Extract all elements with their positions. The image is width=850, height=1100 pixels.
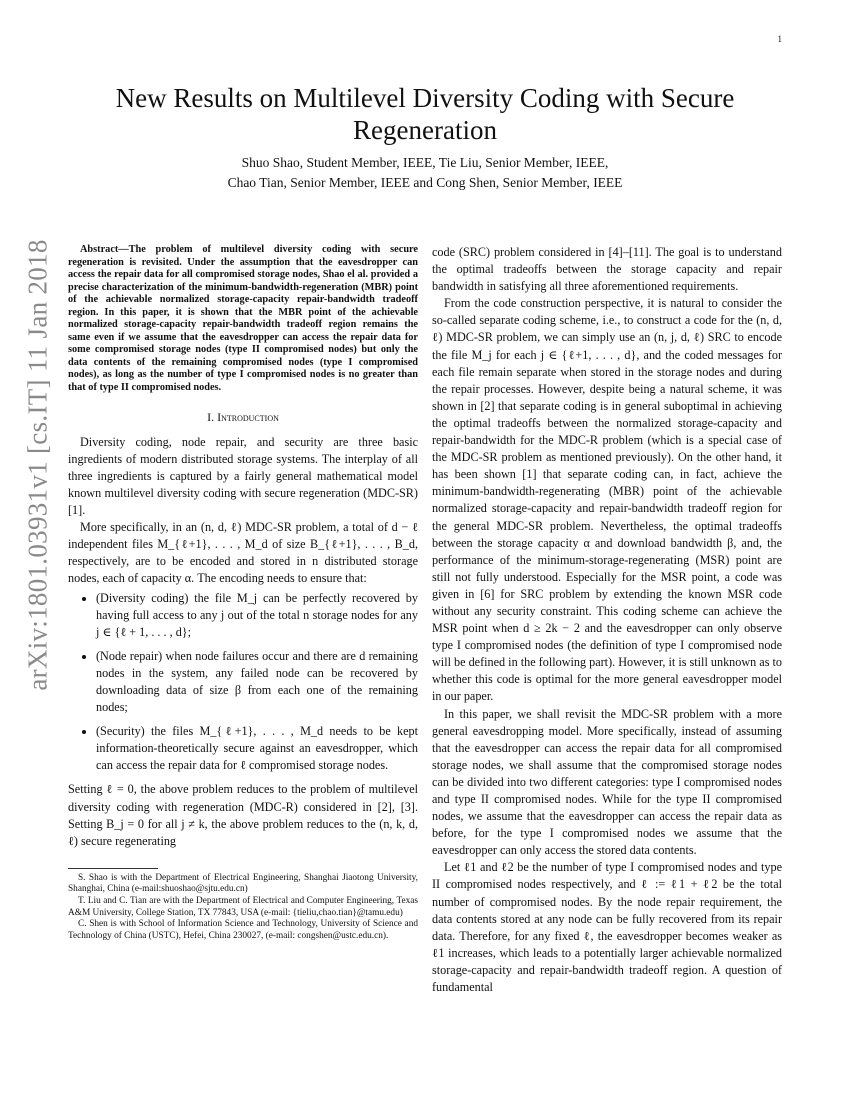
paper-title: New Results on Multilevel Diversity Coding with Secure Regeneration: [115, 83, 735, 145]
section-heading-introduction: I. Introduction: [207, 409, 279, 424]
footnote: S. Shao is with the Department of Electrical Engineering, Shanghai Jiaotong University, Shanghai, China (e-mail:shuoshao@sjtu.edu.cn): [68, 872, 418, 895]
paragraph: Diversity coding, node repair, and security are three basic ingredients of modern distributed storage systems. The interplay of all three ingredients is captured by a fairly general mathematical model known multilevel diversity coding with secure regeneration (MDC-SR) [1].: [68, 434, 418, 518]
list-item: • (Security) the files M_{ℓ+1}, . . . , M_d needs to be kept information-theoretically secure against an eavesdropper, which can access the repair data for ℓ compromised storage nodes.: [96, 723, 418, 774]
right-column: [432, 244, 782, 996]
footnote-rule: [68, 868, 158, 869]
paragraph: code (SRC) problem considered in [4]–[11]. The goal is to understand the optimal tradeoffs between the storage capacity and repair bandwidth in satisfying all three aforementioned requirements.: [432, 245, 782, 294]
footnote: T. Liu and C. Tian are with the Department of Electrical and Computer Engineering, Texas A&M University, College Station, TX 77843, USA (e-mail: {tieliu,chao.tian}@tamu.edu): [68, 896, 418, 918]
abstract: Abstract—The problem of multilevel diversity coding with secure regeneration is revisited. Under the assumption that the eavesdropper can access the repair data for all compromised storage nodes, Shao el al. provided a precise characterization of the minimum-bandwidth-regeneration (MBR) point of the achievable normalized storage-capacity repair-bandwidth tradeoff region. In this paper, it is shown that the MBR point of the achievable normalized storage-capacity repair-bandwidth tradeoff region remains the same even if we assume that the eavesdropper can access the repair data for some compromised storage nodes (type II compromised nodes) but only the data contents of the remaining compromised nodes (type I compromised nodes), as long as the number of type I compromised nodes is no greater than that of type II compromised nodes.: [68, 244, 418, 394]
footnote: C. Shen is with School of Information Science and Technology, University of Science and Technology of China (USTC), Hefei, China 230027, (e-mail: congshen@ustc.edu.cn).: [68, 919, 418, 941]
authors-line-1: Shuo Shao, Student Member, IEEE, Tie Liu, Senior Member, IEEE,: [241, 155, 609, 170]
list-item: • (Node repair) when node failures occur and there are d remaining nodes in the system, any failed node can be recovered by downloading data of size β from each one of the remaining nodes;: [96, 648, 418, 716]
authors-line-2: Chao Tian, Senior Member, IEEE and Cong Shen, Senior Member, IEEE: [227, 175, 623, 190]
paragraph: From the code construction perspective, it is natural to consider the so-called separate coding scheme, i.e., to construct a code for the (n, d, ℓ) MDC-SR problem, we can simply use an (n, j, d, ℓ) SRC to encode the file M_j for each j ∈ {ℓ+1, . . . , d}, and the coded messages for each file remain separate when stored in the storage nodes and during the repair processes. However, despite being a natural scheme, it was shown in [2] that separate coding is in general suboptimal in achieving the optimal tradeoffs between the normalized storage-capacity and repair-bandwidth for the MDC-R problem (which is a special case of the MDC-SR problem as mentioned previously). On the other hand, it has been shown [1] that separate coding can, in fact, achieve the minimum-bandwidth-regenerating (MBR) point of the achievable normalized storage-capacity and repair-bandwidth tradeoff region for the general MDC-SR problem. Nevertheless, the optimal tradeoffs between the storage capacity α and download bandwidth β, and, the performance of the minimum-storage-regenerating (MSR) point are still not fully understood. Especially for the MSR point, a code was given in [6] for SRC problem by extending the known MSR code without any security constraint. This coding scheme can achieve the MSR point when d ≥ 2k − 2 and the eavesdropper can only observe type I compromised nodes (the definition of type I compromised node will be defined in the following part). However, it is still unknown as to whether this code is optimal for the more general eavesdropper model in our paper.: [432, 296, 782, 704]
footnotes: [68, 868, 418, 943]
list-item: • (Diversity coding) the file M_j can be perfectly recovered by having full access to any j out of the total n storage nodes for any j ∈ {ℓ + 1, . . . , d};: [96, 590, 418, 641]
requirements-list: [68, 590, 418, 775]
page-number: 1: [777, 34, 782, 44]
paragraph: Let ℓ1 and ℓ2 be the number of type I compromised nodes and type II compromised nodes respectively, and ℓ := ℓ1 + ℓ2 be the total number of compromised nodes. By the node repair requirement, the data contents stored at any node can be fully recovered from its repair data. Therefore, for any fixed ℓ, the eavesdropper becomes weaker as ℓ1 increases, which leads to a potentially larger achievable normalized storage-capacity and repair-bandwidth tradeoff region. A question of fundamental: [432, 860, 782, 995]
arxiv-stamp: [8, 230, 68, 700]
paragraph: More specifically, in an (n, d, ℓ) MDC-SR problem, a total of d − ℓ independent files M_{ℓ+1}, . . . , M_d of size B_{ℓ+1}, . . . , B_d, respectively, are to be encoded and stored in n distributed storage nodes, each of capacity α. The encoding needs to ensure that:: [68, 520, 418, 586]
left-column: [68, 244, 418, 942]
paragraph: Setting ℓ = 0, the above problem reduces to the problem of multilevel diversity coding with regeneration (MDC-R) considered in [2], [3]. Setting B_j = 0 for all j ≠ k, the above problem reduces to the (n, k, d, ℓ) secure regenerating: [68, 782, 418, 848]
arxiv-stamp-text: arXiv:1801.03931v1 [cs.IT] 11 Jan 2018: [22, 239, 53, 691]
authors: [60, 153, 790, 193]
paragraph: In this paper, we shall revisit the MDC-SR problem with a more general eavesdropping model. More specifically, instead of assuming that the eavesdropper can access the repair data for all compromised storage nodes, we shall assume that the compromised storage nodes can be divided into two different categories: type I compromised nodes and type II compromised nodes. While for the type II compromised nodes, we assume that the eavesdropper can access the repair data as before, for the type I compromised nodes we assume that the eavesdropper can only access the stored data contents.: [432, 706, 782, 858]
